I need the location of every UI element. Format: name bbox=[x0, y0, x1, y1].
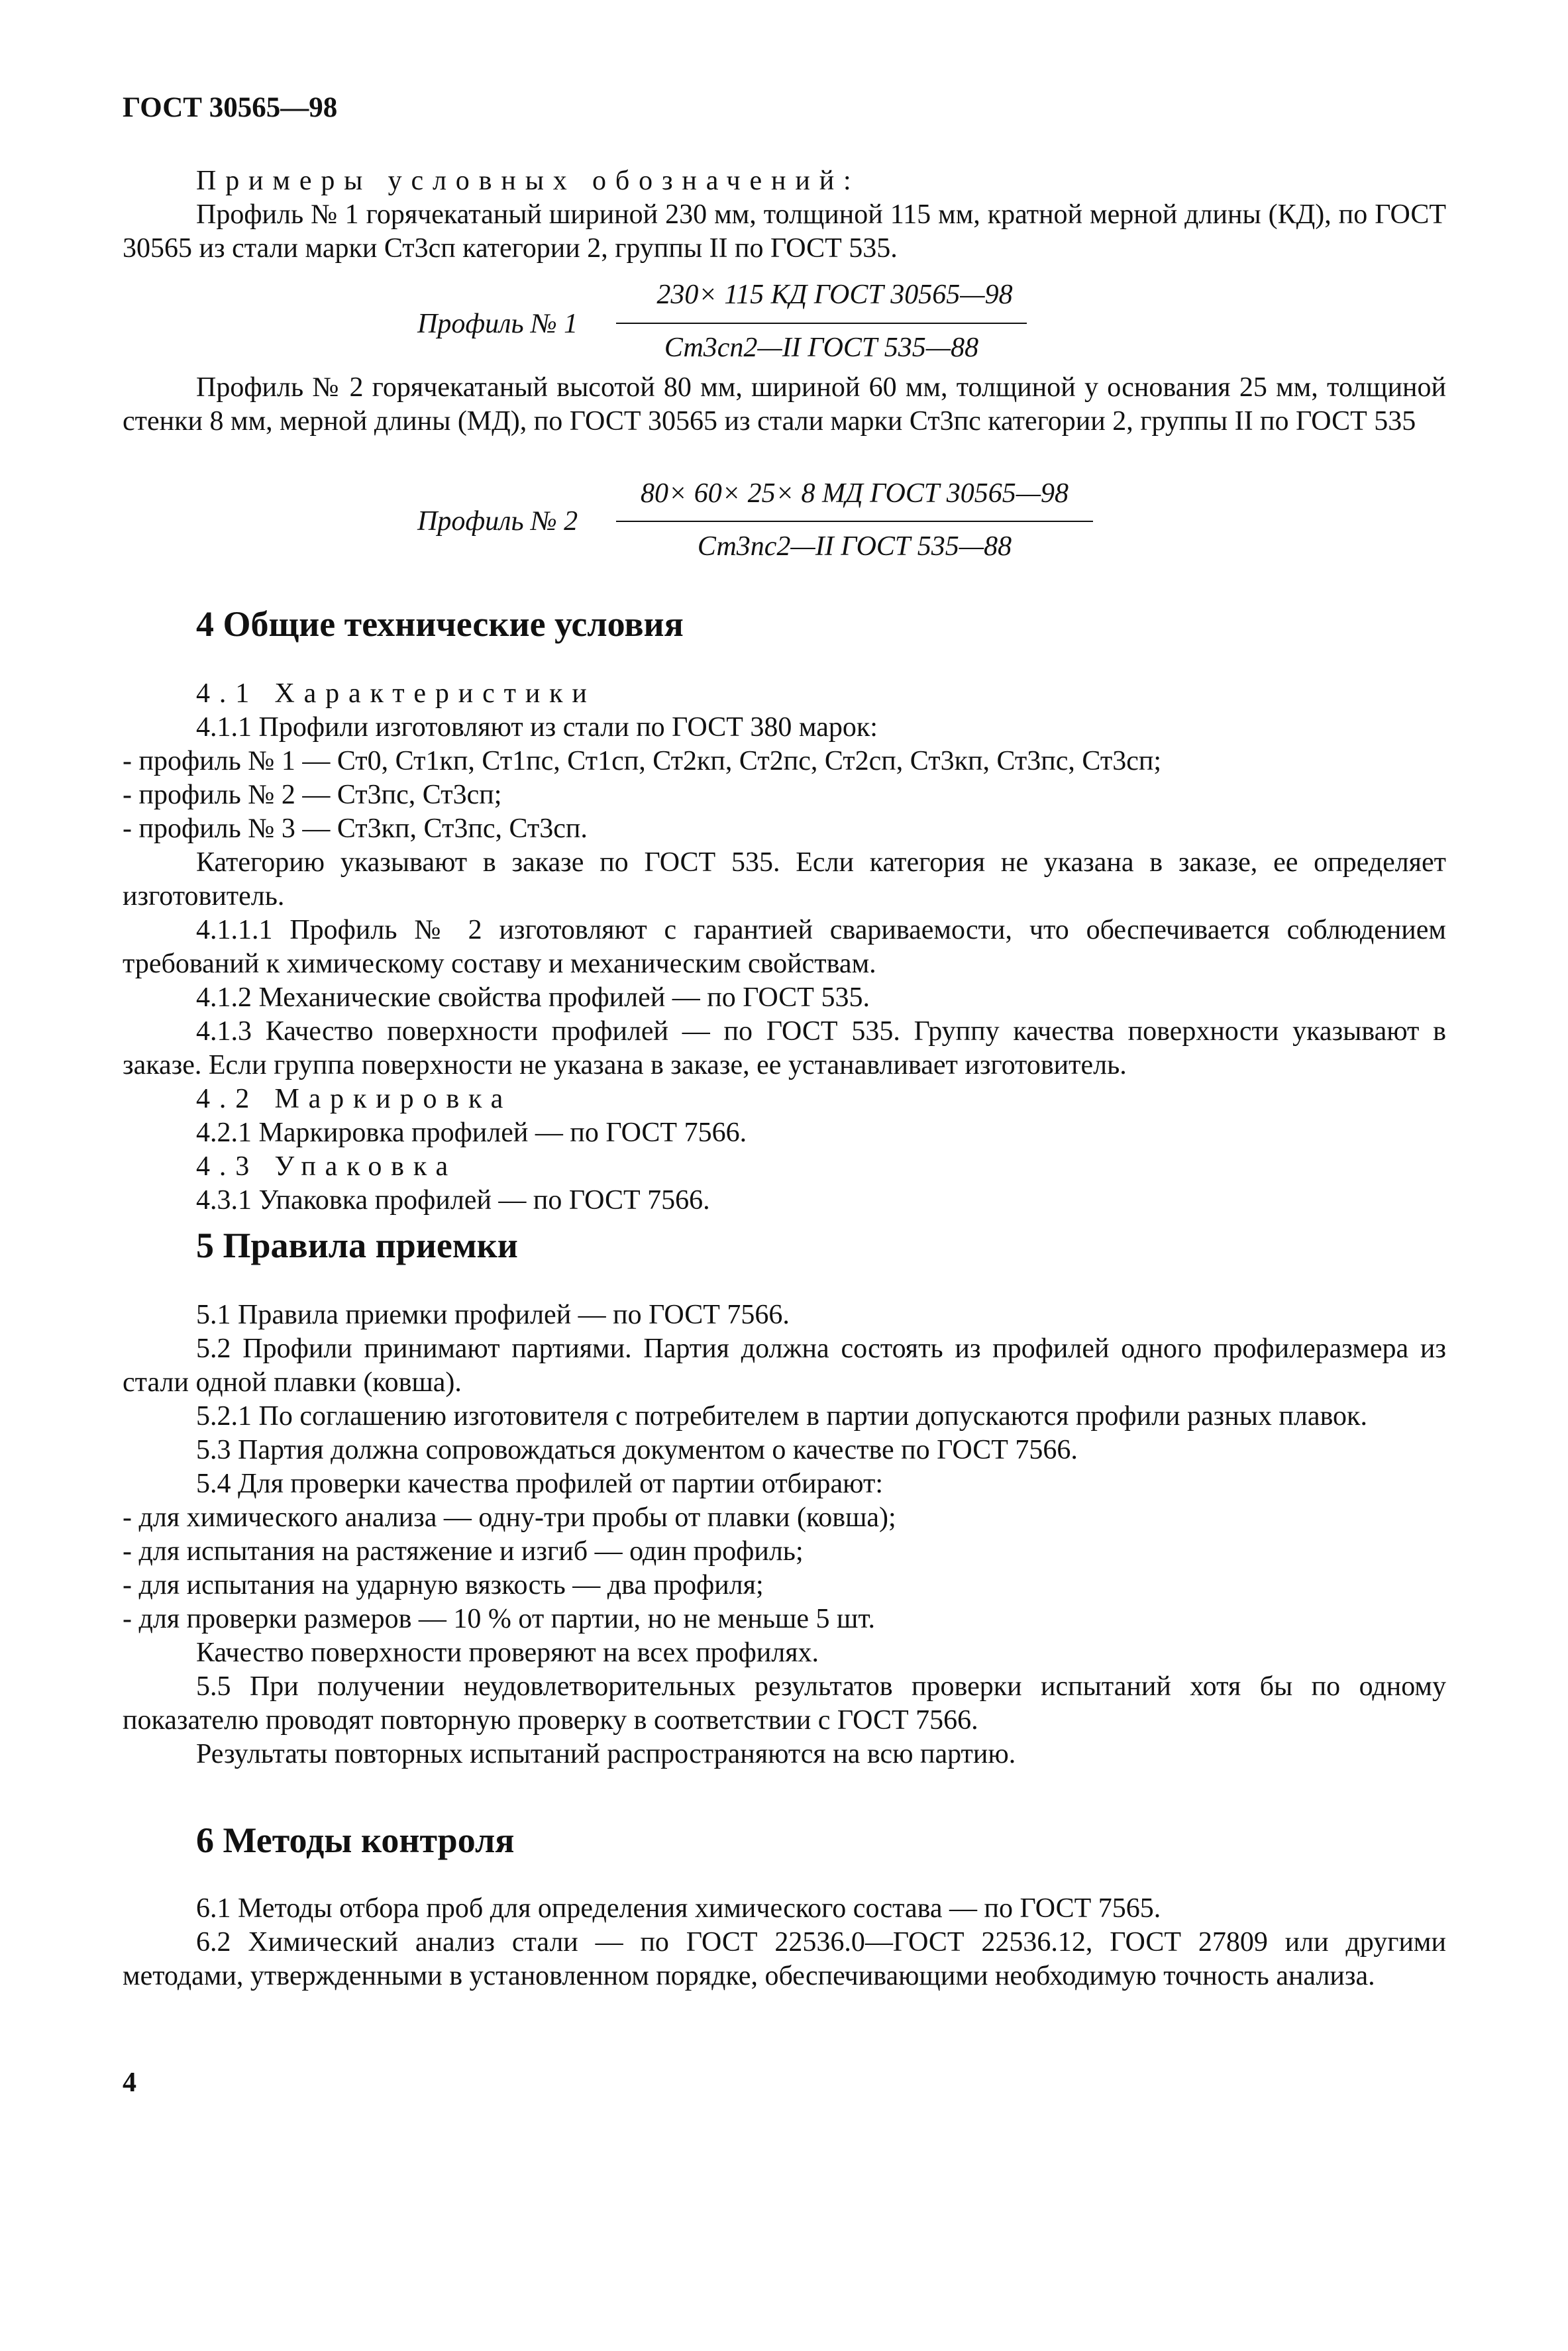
s5-list-item-1: - для химического анализа — одну-три пробы от плавки (ковша); bbox=[123, 1502, 896, 1533]
example-1-text: Профиль № 1 горячекатаный шириной 230 мм, толщиной 115 мм, кратной мерной длины (КД), по ГОСТ 30565 из стали марки Ст3сп категории 2, группы II по ГОСТ 535. bbox=[123, 199, 1446, 264]
s4-1-1: 4.1.1 Профили изготовляют из стали по ГОСТ 380 марок: bbox=[196, 712, 878, 743]
s4-list-item-2: - профиль № 2 — Ст3пс, Ст3сп; bbox=[123, 780, 502, 810]
s4-category-note: Категорию указывают в заказе по ГОСТ 535. Если категория не указана в заказе, ее определяет изготовитель. bbox=[123, 847, 1446, 912]
s5-3: 5.3 Партия должна сопровождаться документом о качестве по ГОСТ 7566. bbox=[196, 1435, 1078, 1465]
s4-1-2: 4.1.2 Механические свойства профилей — по ГОСТ 535. bbox=[196, 982, 870, 1013]
example-2-text: Профиль № 2 горячекатаный высотой 80 мм, шириной 60 мм, толщиной у основания 25 мм, толщиной стенки 8 мм, мерной длины (МД), по ГОСТ 30565 из стали марки Ст3пс категории 2, группы II по ГОСТ 535 bbox=[123, 372, 1446, 437]
page-number: 4 bbox=[123, 2067, 136, 2098]
example-2-block bbox=[123, 371, 1446, 439]
s6-1: 6.1 Методы отбора проб для определения химического состава — по ГОСТ 7565. bbox=[196, 1893, 1161, 1924]
s5-list-item-4: - для проверки размеров — 10 % от партии, но не меньше 5 шт. bbox=[123, 1604, 876, 1634]
section-6-body bbox=[123, 1892, 1446, 1993]
s4-2-1: 4.2.1 Маркировка профилей — по ГОСТ 7566. bbox=[196, 1118, 747, 1148]
s5-4: 5.4 Для проверки качества профилей от партии отбирают: bbox=[196, 1469, 884, 1499]
s5-2-1: 5.2.1 По соглашению изготовителя с потребителем в партии допускаются профили разных плавок. bbox=[196, 1401, 1367, 1432]
s5-list-item-2: - для испытания на растяжение и изгиб — один профиль; bbox=[123, 1536, 804, 1567]
s4-1-3: 4.1.3 Качество поверхности профилей — по ГОСТ 535. Группу качества поверхности указывают в заказе. Если группа поверхности не указана в заказе, ее устанавливает изготовитель. bbox=[123, 1016, 1446, 1080]
section-4-body bbox=[123, 677, 1446, 1218]
formula-1-numerator: 230× 115 КД ГОСТ 30565—98 bbox=[656, 280, 1013, 310]
s4-2-title: 4.2 Маркировка bbox=[196, 1084, 513, 1114]
s5-5: 5.5 При получении неудовлетворительных результатов проверки испытаний хотя бы по одному показателю проводят повторную проверку в соответствии с ГОСТ 7566. bbox=[123, 1671, 1446, 1736]
s4-1-1-1: 4.1.1.1 Профиль № 2 изготовляют с гарантией свариваемости, что обеспечивается соблюдением требований к химическому составу и механическим свойствам. bbox=[123, 915, 1446, 979]
examples-title: Примеры условных обозначений: bbox=[196, 166, 861, 196]
s6-2: 6.2 Химический анализ стали — по ГОСТ 22536.0—ГОСТ 22536.12, ГОСТ 27809 или другими методами, утвержденными в установленном порядке, обеспечивающими необходимую точность анализа. bbox=[123, 1927, 1446, 1991]
s5-surface-note: Качество поверхности проверяют на всех профилях. bbox=[196, 1638, 819, 1668]
formula-1-fraction-line bbox=[616, 323, 1027, 324]
s4-list-item-3: - профиль № 3 — Ст3кп, Ст3пс, Ст3сп. bbox=[123, 813, 588, 844]
s5-results-note: Результаты повторных испытаний распространяются на всю партию. bbox=[196, 1739, 1016, 1769]
examples-block bbox=[123, 164, 1446, 266]
s4-1-title: 4.1 Характеристики bbox=[196, 678, 596, 709]
document-header: ГОСТ 30565—98 bbox=[123, 92, 338, 123]
formula-2-label: Профиль № 2 bbox=[417, 506, 578, 537]
s4-list-item-1: - профиль № 1 — Ст0, Ст1кп, Ст1пс, Ст1сп, Ст2кп, Ст2пс, Ст2сп, Ст3кп, Ст3пс, Ст3сп; bbox=[123, 746, 1162, 776]
formula-2-fraction-line bbox=[616, 521, 1093, 522]
s4-3-1: 4.3.1 Упаковка профилей — по ГОСТ 7566. bbox=[196, 1185, 710, 1216]
section-6-heading: 6 Методы контроля bbox=[196, 1820, 515, 1860]
formula-2-numerator: 80× 60× 25× 8 МД ГОСТ 30565—98 bbox=[640, 478, 1069, 509]
section-5-heading: 5 Правила приемки bbox=[196, 1226, 518, 1265]
s5-2: 5.2 Профили принимают партиями. Партия должна состоять из профилей одного профилеразмера из стали одной плавки (ковша). bbox=[123, 1333, 1446, 1398]
formula-2-denominator: Ст3пс2—II ГОСТ 535—88 bbox=[697, 531, 1012, 562]
section-5-body bbox=[123, 1298, 1446, 1771]
s4-3-title: 4.3 Упаковка bbox=[196, 1151, 457, 1182]
section-4-heading: 4 Общие технические условия bbox=[196, 604, 684, 644]
formula-1-label: Профиль № 1 bbox=[417, 309, 578, 339]
s5-list-item-3: - для испытания на ударную вязкость — два профиля; bbox=[123, 1570, 764, 1600]
s5-1: 5.1 Правила приемки профилей — по ГОСТ 7566. bbox=[196, 1300, 790, 1330]
formula-1-denominator: Ст3сп2—II ГОСТ 535—88 bbox=[664, 333, 979, 363]
